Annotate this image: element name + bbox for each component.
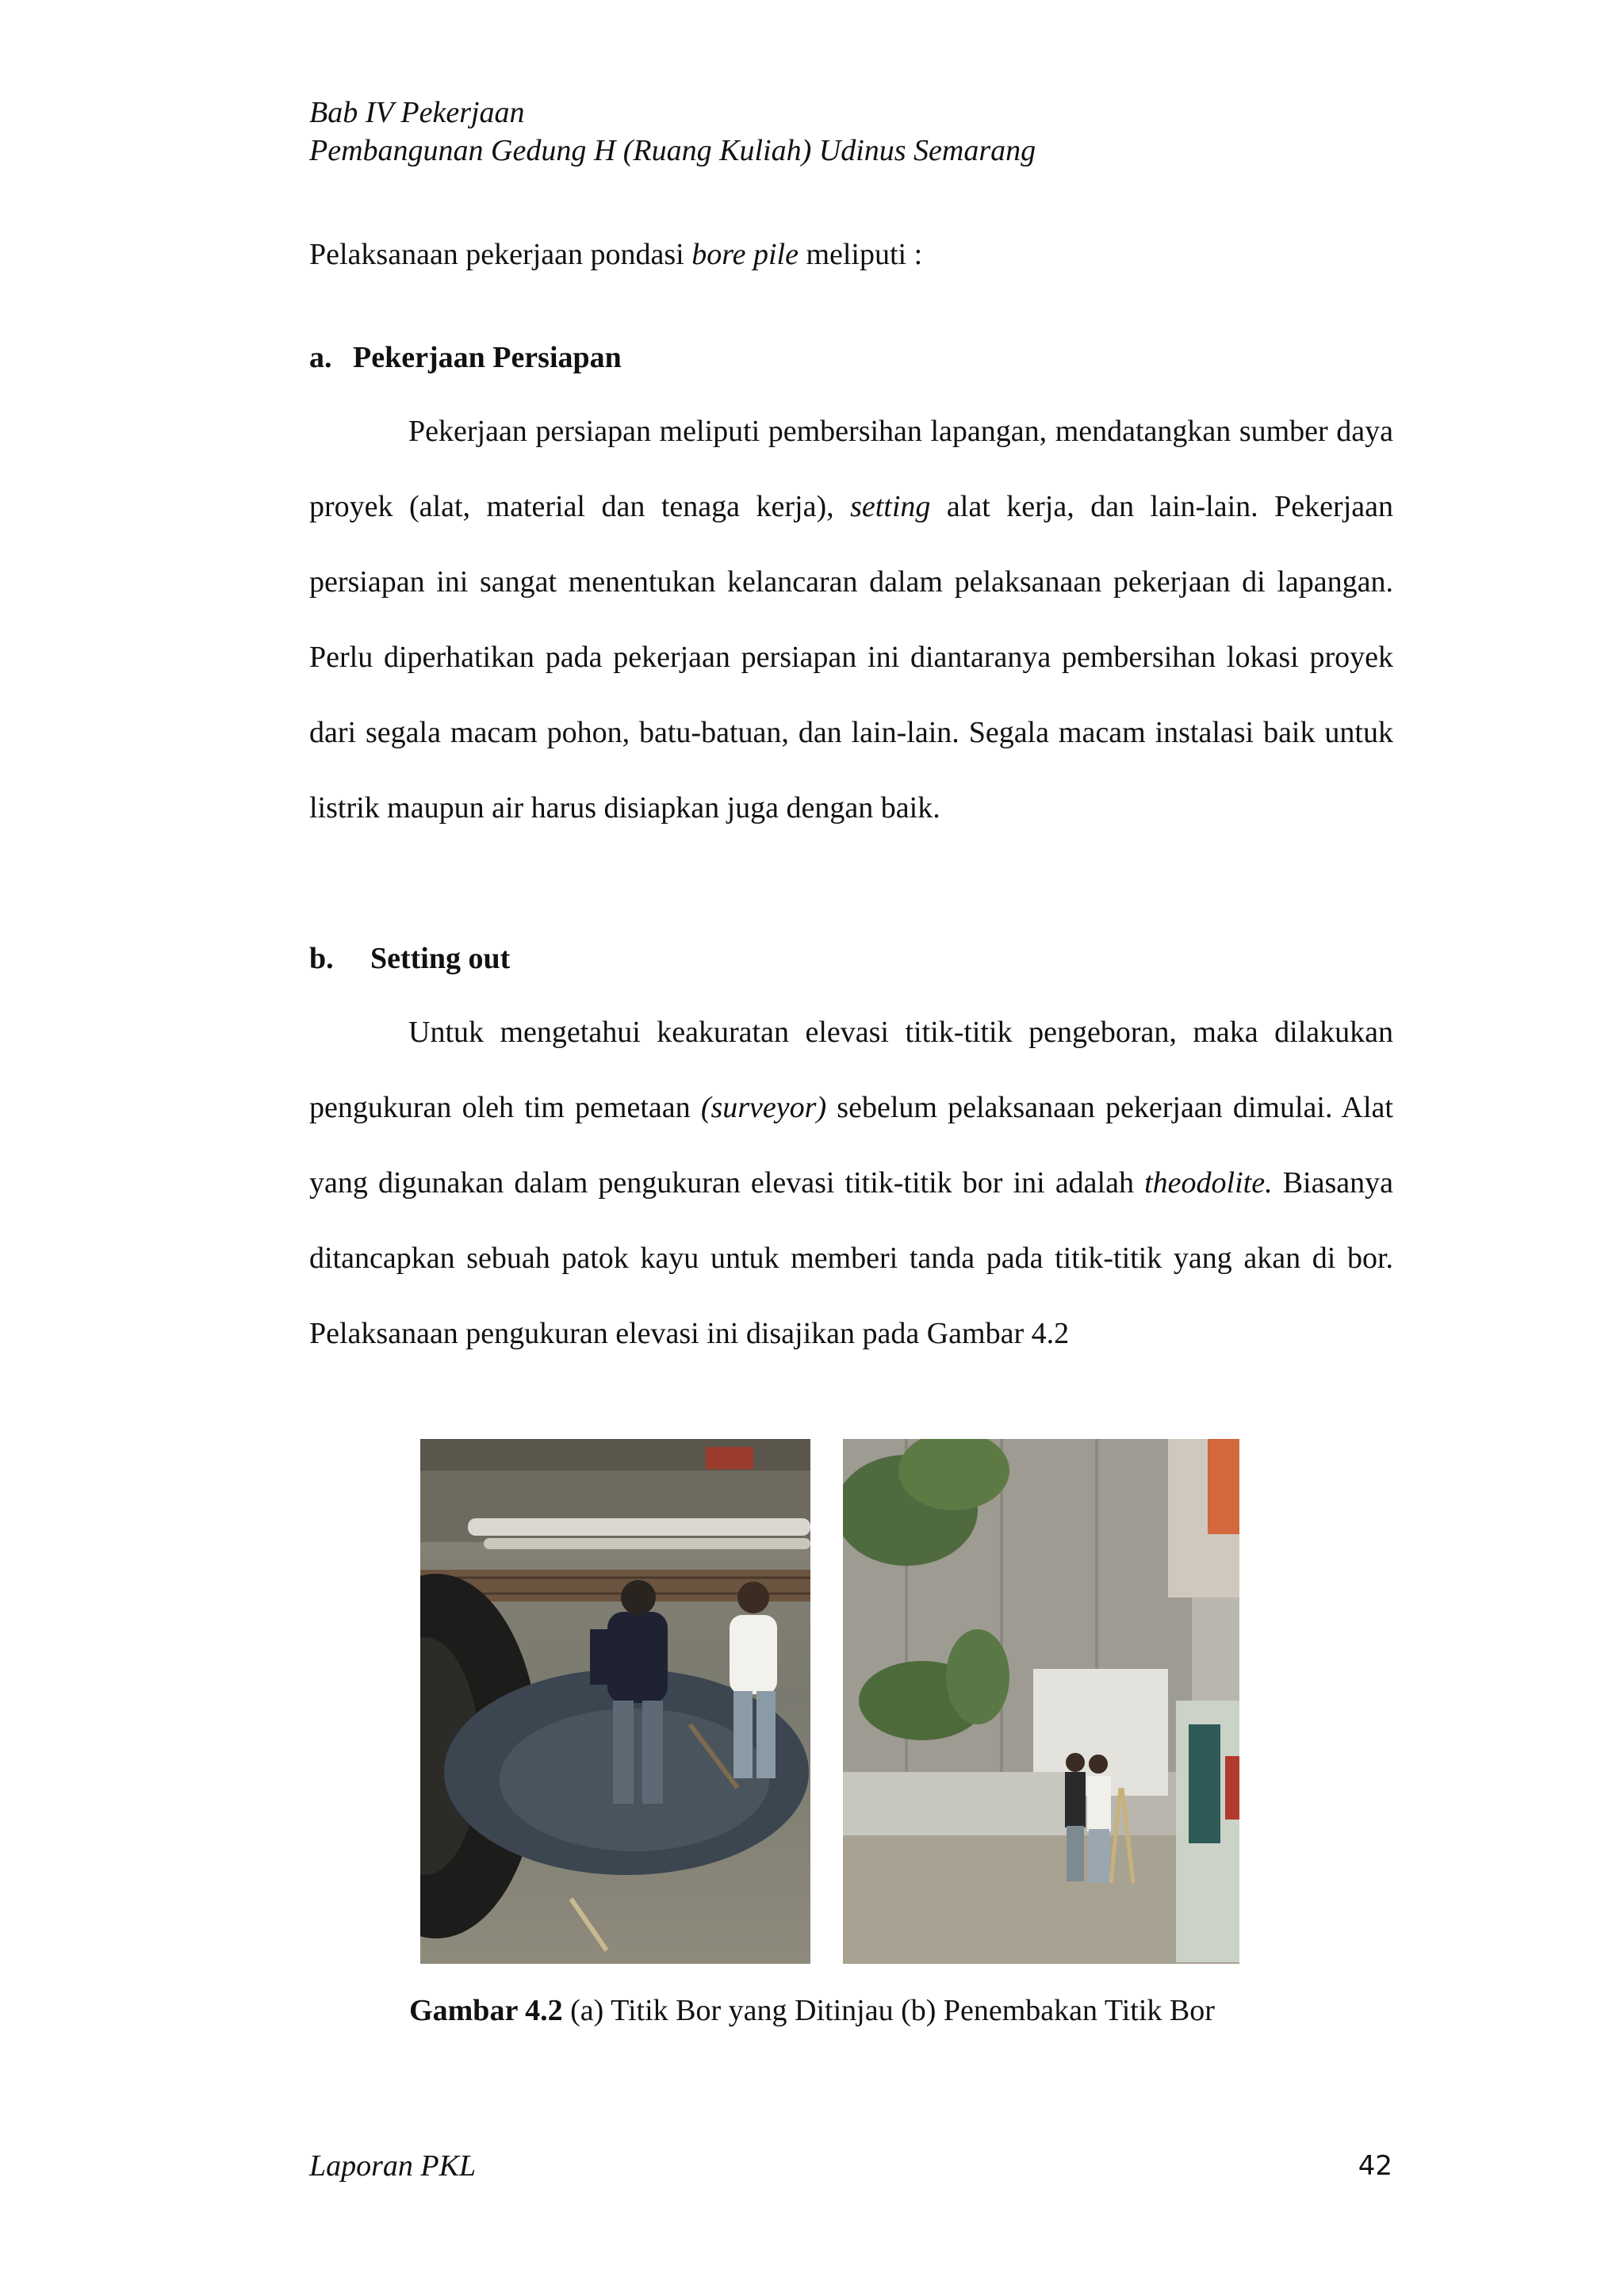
page-number: 42	[1358, 2150, 1392, 2182]
section-a-paragraph: Pekerjaan persiapan meliputi pembersihan lapangan, mendatangkan sumber daya proyek (alat, material dan tenaga kerja), setting alat kerja, dan lain-lain. Pekerjaan persiapan ini sangat menentukan kelancaran dalam pelaksanaan pekerjaan di lapangan. Perlu diperhatikan pada pekerjaan persiapan ini diantaranya pembersihan lokasi proyek dari segala macam pohon, batu-batuan, dan lain-lain. Segala macam instalasi baik untuk listrik maupun air harus disiapkan juga dengan baik.	[309, 415, 1393, 825]
photo-a-bore-points	[420, 1439, 810, 1964]
section-b-title: Setting out	[370, 942, 511, 975]
section-b-paragraph: Untuk mengetahui keakuratan elevasi titik-titik pengeboran, maka dilakukan pengukuran oleh tim pemetaan (surveyor) sebelum pelaksanaan pekerjaan dimulai. Alat yang digunakan dalam pengukuran elevasi titik-titik bor ini adalah theodolite. Biasanya ditancapkan sebuah patok kayu untuk memberi tanda pada titik-titik yang akan di bor. Pelaksanaan pengukuran elevasi ini disajikan pada Gambar 4.2	[309, 1016, 1393, 1350]
figure-caption: Gambar 4.2 (a) Titik Bor yang Ditinjau (b) Penembakan Titik Bor	[409, 1994, 1215, 2027]
section-b-heading	[309, 939, 510, 978]
running-header-chapter: Bab IV Pekerjaan	[309, 96, 525, 129]
section-a-label: a.	[309, 341, 332, 374]
section-a-heading	[309, 339, 622, 377]
footer-report-title: Laporan PKL	[309, 2149, 477, 2183]
photo-b-surveying	[843, 1439, 1239, 1964]
section-b-label: b.	[309, 942, 334, 975]
figure-4-2	[0, 1439, 1624, 1966]
intro-sentence: Pelaksanaan pekerjaan pondasi bore pile meliputi :	[309, 238, 923, 271]
running-header-title: Pembangunan Gedung H (Ruang Kuliah) Udinus Semarang	[309, 134, 1036, 167]
section-a-title: Pekerjaan Persiapan	[353, 341, 622, 374]
